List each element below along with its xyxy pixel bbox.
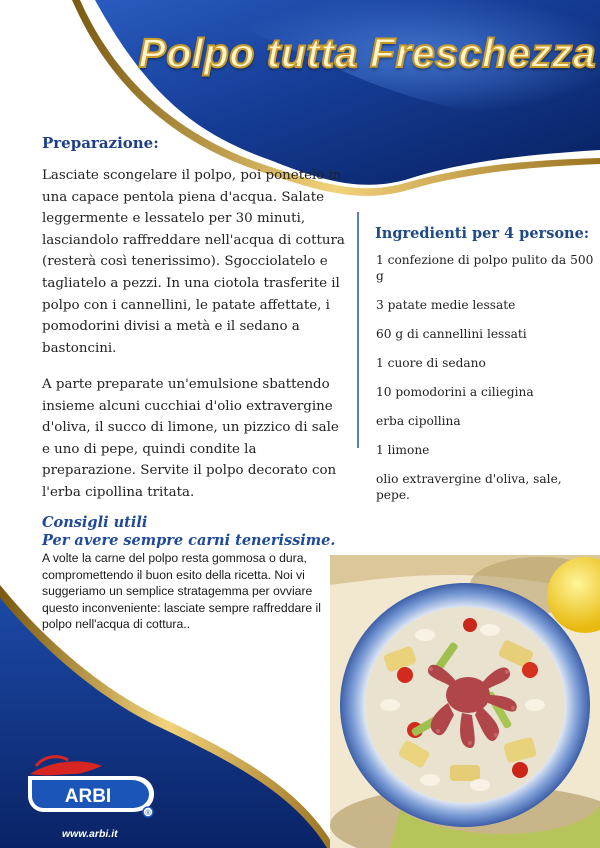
column-divider xyxy=(357,212,359,448)
octopus-salad-photo xyxy=(330,555,600,848)
recipe-title: Polpo tutta Freschezza xyxy=(138,30,596,76)
ingredients-list xyxy=(376,252,596,516)
svg-text:®: ® xyxy=(145,810,151,817)
tips-body: A volte la carne del polpo resta gommosa o dura, compromettendo il buon esito della ricetta. Noi vi suggeriamo un semplice stratagemma per ovviare questo inconveniente: lasciate sempre raffreddare il polpo nell'acqua di cottura.. xyxy=(42,551,321,631)
ingredient-item: 1 confezione di polpo pulito da 500 g xyxy=(376,253,594,283)
website-url[interactable]: www.arbi.it xyxy=(62,828,118,840)
ingredient-item: olio extravergine d'oliva, sale, pepe. xyxy=(376,472,562,502)
ingredient-item: 1 limone xyxy=(376,443,430,457)
preparation-paragraph-1: Lasciate scongelare il polpo, poi ponetelo in una capace pentola piena d'acqua. Salate leggermente e lessatelo per 30 minuti, lasciandolo raffreddare nell'acqua di cottura (resterà così tenerissimo). Sgocciolatelo e tagliatelo a pezzi. In una ciotola trasferite il polpo con i cannellini, le patate affettate, i pomodorini divisi a metà e il sedano a bastoncini. xyxy=(42,168,345,356)
ingredient-item: 3 patate medie lessate xyxy=(376,298,516,312)
preparation-paragraph-2: A parte preparate un'emulsione sbattendo insieme alcuni cucchiai d'olio extravergine d'oliva, il succo di limone, un pizzico di sale e uno di pepe, quindi condite la preparazione. Servite il polpo decorato con l'erba cipollina tritata. xyxy=(42,377,339,500)
ingredient-item: 10 pomodorini a ciliegina xyxy=(376,385,534,399)
ingredients-heading: Ingredienti per 4 persone: xyxy=(375,225,590,242)
tips-title: Consigli utili xyxy=(42,514,148,531)
tips-subtitle: Per avere sempre carni tenerissime. xyxy=(42,532,336,549)
arbi-logo xyxy=(22,752,162,824)
ingredient-item: 1 cuore di sedano xyxy=(376,356,486,370)
preparation-heading: Preparazione: xyxy=(42,134,159,152)
ingredient-item: erba cipollina xyxy=(376,414,461,428)
logo-text: ARBI xyxy=(64,786,112,807)
ingredient-item: 60 g di cannellini lessati xyxy=(376,327,527,341)
